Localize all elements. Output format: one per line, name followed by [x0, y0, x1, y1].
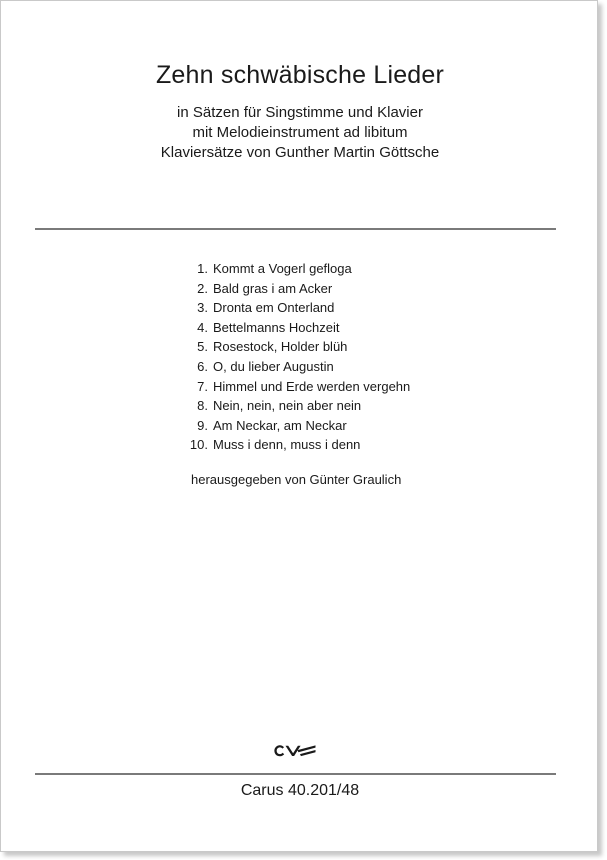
bottom-divider — [35, 773, 556, 775]
song-title: Rosestock, Holder blüh — [213, 339, 348, 355]
carus-logo-icon — [273, 744, 317, 758]
song-number: 6. — [197, 358, 208, 374]
song-number: 3. — [197, 300, 208, 316]
song-title: Dronta em Onterland — [213, 300, 335, 316]
song-list-item — [186, 279, 410, 299]
song-list-item — [186, 337, 410, 357]
song-title: Bald gras i am Acker — [213, 280, 333, 296]
song-list-item — [186, 318, 410, 338]
song-number: 5. — [197, 339, 208, 355]
song-number: 4. — [197, 319, 208, 335]
song-title: O, du lieber Augustin — [213, 358, 334, 374]
song-number: 7. — [197, 378, 208, 394]
subtitle-line-1: in Sätzen für Singstimme und Klavier — [177, 104, 423, 121]
editor-credit: herausgegeben von Günter Graulich — [191, 472, 402, 487]
song-title: Himmel und Erde werden vergehn — [213, 378, 411, 394]
song-list-item — [186, 259, 410, 279]
cover-title: Zehn schwäbische Lieder — [155, 61, 445, 89]
song-title: Muss i denn, muss i denn — [213, 437, 361, 453]
song-list-item — [186, 357, 410, 377]
song-number: 8. — [197, 398, 208, 414]
top-divider — [35, 228, 556, 230]
song-number: 2. — [197, 280, 208, 296]
song-list-item — [186, 435, 410, 455]
song-list-item — [186, 298, 410, 318]
song-list-item — [186, 396, 410, 416]
song-title: Bettelmanns Hochzeit — [213, 319, 340, 335]
catalog-number: Carus 40.201/48 — [240, 782, 360, 799]
subtitle-line-2: mit Melodieinstrument ad libitum — [192, 124, 408, 141]
song-list-item — [186, 416, 410, 436]
song-title: Nein, nein, nein aber nein — [213, 398, 362, 414]
song-list — [186, 259, 410, 455]
song-number: 1. — [197, 261, 208, 276]
song-list-item — [186, 377, 410, 397]
song-number: 9. — [197, 417, 208, 433]
subtitle-line-3: Klaviersätze von Gunther Martin Göttsche — [160, 144, 440, 161]
song-title: Kommt a Vogerl gefloga — [213, 261, 352, 276]
song-title: Am Neckar, am Neckar — [213, 417, 347, 433]
song-number: 10. — [189, 437, 208, 453]
